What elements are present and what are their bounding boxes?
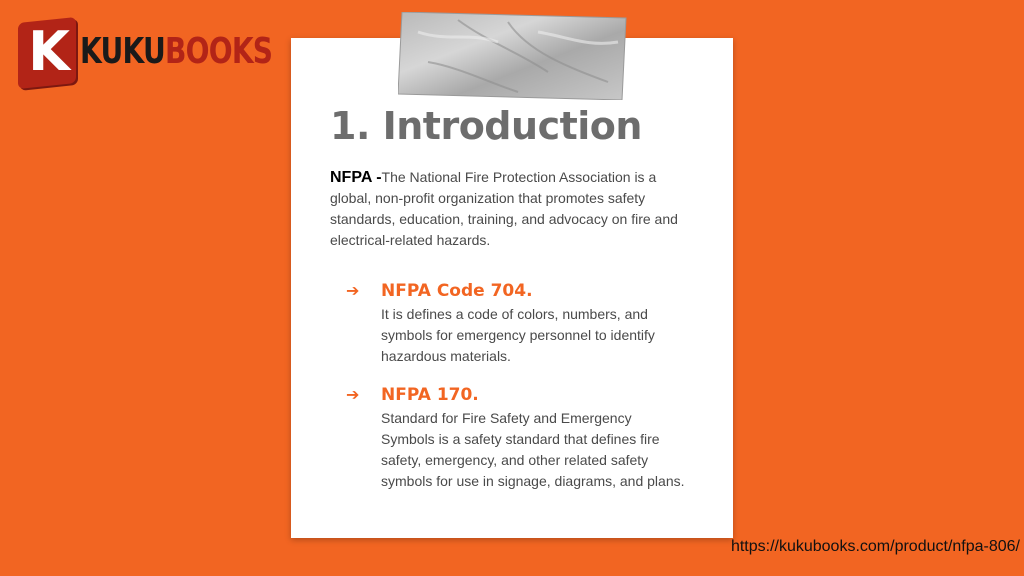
intro-text: The National Fire Protection Association is a global, non-profit organization that promotes safety standards, education, training, and advocacy on fire and electrical-related hazards. (330, 169, 678, 248)
source-url-link[interactable]: https://kukubooks.com/product/nfpa-806/ (730, 538, 1020, 555)
logo-word-kuku: KUKU (80, 31, 166, 72)
kukubooks-logo[interactable] (18, 18, 273, 90)
intro-paragraph (330, 167, 700, 251)
bullet-heading: NFPA 170. (381, 385, 479, 405)
bullet-heading: NFPA Code 704. (381, 281, 533, 301)
tape-strip (398, 12, 630, 100)
arrow-right-icon: ➔ (346, 281, 360, 300)
arrow-right-icon: ➔ (346, 385, 360, 404)
bullet-description: It is defines a code of colors, numbers, and symbols for emergency personnel to identify hazardous materials. (381, 306, 655, 364)
logo-word-books: BOOKS (165, 31, 273, 72)
intro-abbreviation: NFPA - (330, 169, 382, 186)
logo-letter: K (28, 20, 70, 83)
logo-wordmark (80, 32, 272, 72)
slide-title: 1. Introduction (330, 104, 642, 148)
bullet-description: Standard for Fire Safety and Emergency Symbols is a safety standard that defines fire safety, emergency, and other related safety symbols for use in signage, diagrams, and plans. (381, 410, 685, 489)
